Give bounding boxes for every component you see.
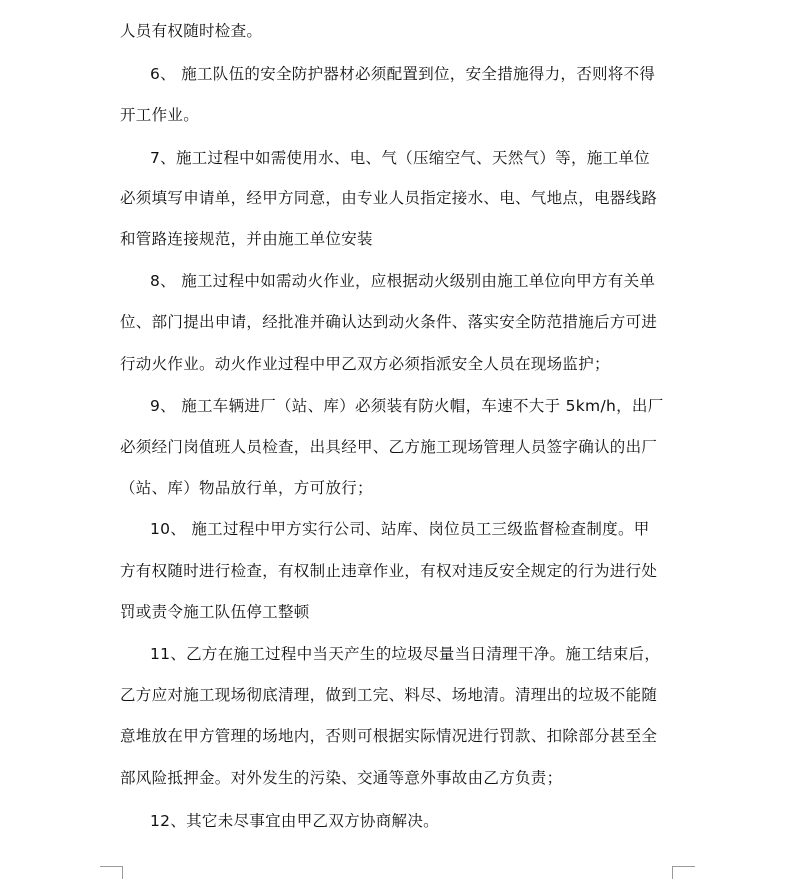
text-line: 9、 施工车辆进厂（站、库）必须装有防火帽，车速不大于 5km/h，出厂 (150, 397, 664, 415)
text-line: 开工作业。 (120, 106, 200, 124)
text-line: 10、 施工过程中甲方实行公司、站库、岗位员工三级监督检查制度。甲 (150, 520, 650, 538)
text-line: 11、乙方在施工过程中当天产生的垃圾尽量当日清理干净。施工结束后， (150, 645, 661, 663)
text-line: 7、施工过程中如需使用水、电、气（压缩空气、天然气）等，施工单位 (150, 149, 650, 167)
text-line: 人员有权随时检查。 (120, 22, 263, 40)
text-line: 部风险抵押金。对外发生的污染、交通等意外事故由乙方负责； (120, 769, 563, 787)
text-line: 位、部门提出申请，经批准并确认达到动火条件、落实安全防范措施后方可进 (120, 313, 658, 331)
text-line: 12、其它未尽事宜由甲乙双方协商解决。 (150, 812, 439, 830)
page-corner-mark-right (672, 866, 695, 879)
text-line: 8、 施工过程中如需动火作业，应根据动火级别由施工单位向甲方有关单 (150, 272, 656, 290)
text-line: 6、 施工队伍的安全防护器材必须配置到位，安全措施得力，否则将不得 (150, 65, 656, 83)
page-corner-mark-left (100, 866, 123, 879)
text-line: 必须填写申请单，经甲方同意，由专业人员指定接水、电、气地点，电器线路 (120, 189, 658, 207)
text-line: 和管路连接规范，并由施工单位安装 (120, 230, 373, 248)
text-line: 必须经门岗值班人员检查，出具经甲、乙方施工现场管理人员签字确认的出厂 (120, 438, 658, 456)
text-line: 罚或责令施工队伍停工整顿 (120, 603, 310, 621)
text-line: 意堆放在甲方管理的场地内，否则可根据实际情况进行罚款、扣除部分甚至全 (120, 727, 658, 745)
text-line: （站、库）物品放行单，方可放行； (120, 479, 373, 497)
text-line: 方有权随时进行检查，有权制止违章作业，有权对违反安全规定的行为进行处 (120, 562, 658, 580)
text-line: 乙方应对施工现场彻底清理，做到工完、料尽、场地清。清理出的垃圾不能随 (120, 686, 658, 704)
text-line: 行动火作业。动火作业过程中甲乙双方必须指派安全人员在现场监护； (120, 355, 610, 373)
